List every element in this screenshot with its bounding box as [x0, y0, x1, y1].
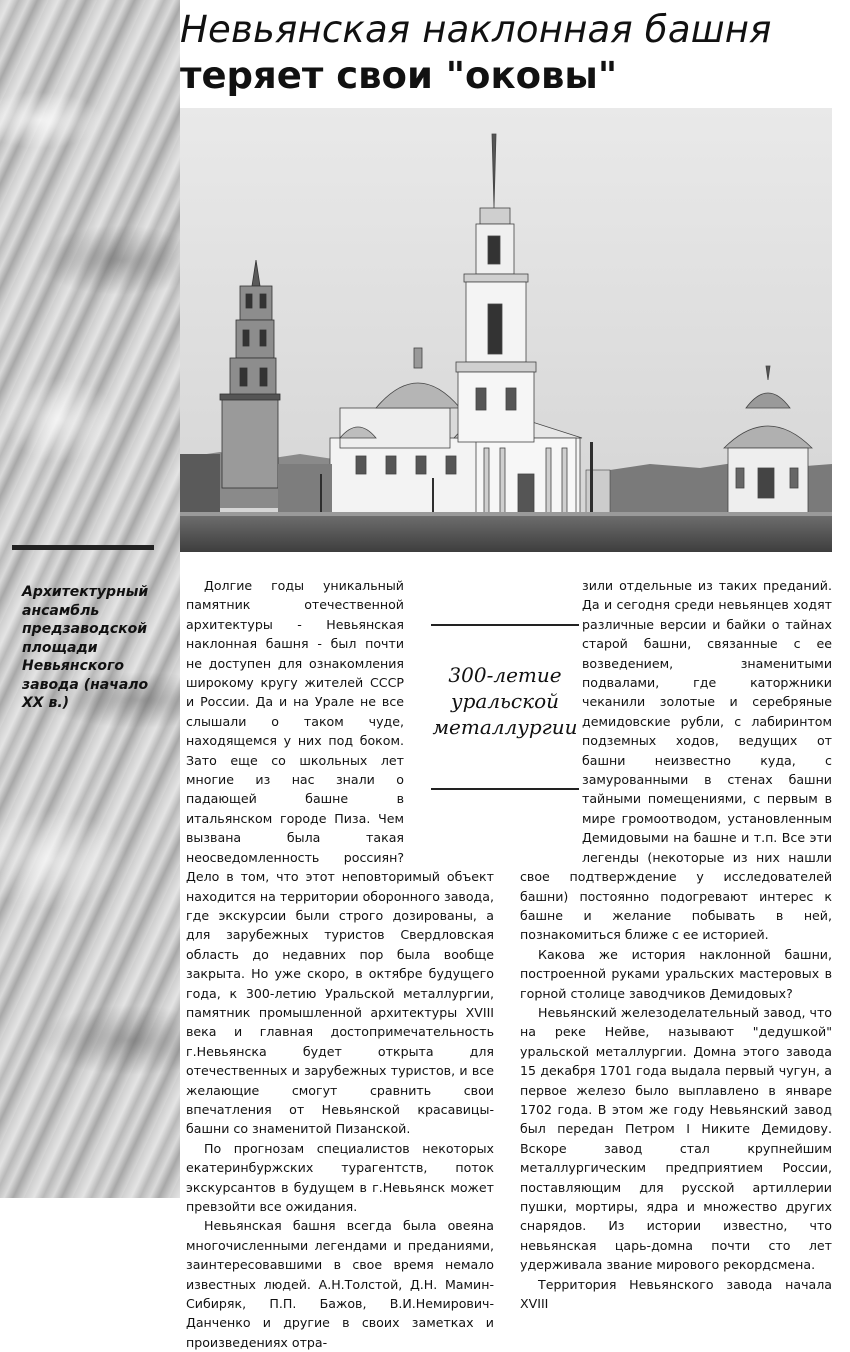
column-2-paragraph-4: Территория Невьянского завода начала XVIII — [520, 1276, 832, 1312]
article-column-1 — [186, 576, 494, 1352]
church-tower-photo-icon — [180, 108, 832, 552]
column-2-paragraph-1: зили отдельные из таких преданий. Да и сегодня среди невьянцев ходят различные версии и байки о тайнах старой башни, связанные с ее возведением, знаменитыми подвалами, где каторжники чеканили золотые и серебряные демидовские рубли, с лабиринтом подземных ходов, ведущих от башни неизвестно куда, с замурованными в стенах башни тайными помещениями, с первым в мире громоотводом, установленным Демидовыми на башне и т.п. Все эти легенды (некоторые из них нашли свое подтверждение у исследователей башни) постоянно подогревают интерес к башне и желание побывать в ней, познакомиться ближе с ее историей. — [520, 578, 832, 943]
column-2-wrap-space — [520, 614, 582, 850]
column-1-paragraph-1: Долгие годы уникальный памятник отечественной архитектуры - Невьянская наклонная башня - был почти не доступен для ознакомления широкому кругу жителей СССР и России. Да и на Урале не все слышали о таком чуде, находящемся у них под боком. Зато еще со школьных лет многие из нас знали о падающей башне в итальянском городе Пиза. Чем вызвана была такая неосведомленность россиян? Дело в том, что этот неповторимый объект находится на территории оборонного завода, где экскурсии были строго дозированы, а для зарубежных туристов Свердловская область до недавних пор была вообще закрыта. Но уже скоро, в октябре будущего года, к 300-летию Уральской металлургии, памятник промышленной архитектуры XVIII века и главная достопримечательность г.Невьянска будет открыта для отечественных и зарубежных туристов, и все желающие смогут сравнить свои впечатления от Невьянской красавицы-башни со знаменитой Пизанской. — [186, 578, 494, 1137]
column-1-paragraph-3: Невьянская башня всегда была овеяна многочисленными легендами и преданиями, заинтересовавшими в свое время немало известных людей. А.Н.Толстой, Д.Н. Мамин-Сибиряк, П.П. Бажов, В.И.Немирович-Данченко и другие в своих заметках и произведениях отра- — [186, 1218, 494, 1350]
caption-divider — [12, 545, 154, 550]
column-1-wrap-space — [404, 616, 494, 852]
headline-line-2: теряет свои "оковы" — [180, 54, 618, 97]
article-column-2 — [520, 576, 832, 1313]
church-photo — [180, 108, 832, 552]
column-2-paragraph-2: Какова же история наклонной башни, построенной руками уральских мастеровых в горной столице заводчиков Демидовых? — [520, 946, 832, 1001]
pull-quote-text: 300-летие уральской металлургии — [432, 663, 578, 739]
headline-line-1: Невьянская наклонная башня — [180, 8, 772, 51]
column-2-paragraph-3: Невьянский железоделательный завод, что на реке Нейве, называют "дедушкой" уральской металлургии. Домна этого завода 15 декабря 1701 года выдала первый чугун, а первое железо было выплавлено в январе 1702 года. В этом же году Невьянский завод был передан Петром I Никите Демидову. Вскоре завод стал крупнейшим металлургическим предприятием России, поставляющим для русской артиллерии пушки, мортиры, ядра и множество других снарядов. Из истории известно, что невьянская царь-домна почти сто лет удерживала звание мирового рекордсмена. — [520, 1004, 832, 1273]
column-1-paragraph-2: По прогнозам специалистов некоторых екатеринбуржских турагентств, поток экскурсантов в будущем в г.Невьянск может превзойти все ожидания. — [186, 1140, 494, 1214]
photo-caption: Архитектурный ансамбль предзаводской площади Невьянского завода (начало XX в.) — [22, 584, 149, 711]
